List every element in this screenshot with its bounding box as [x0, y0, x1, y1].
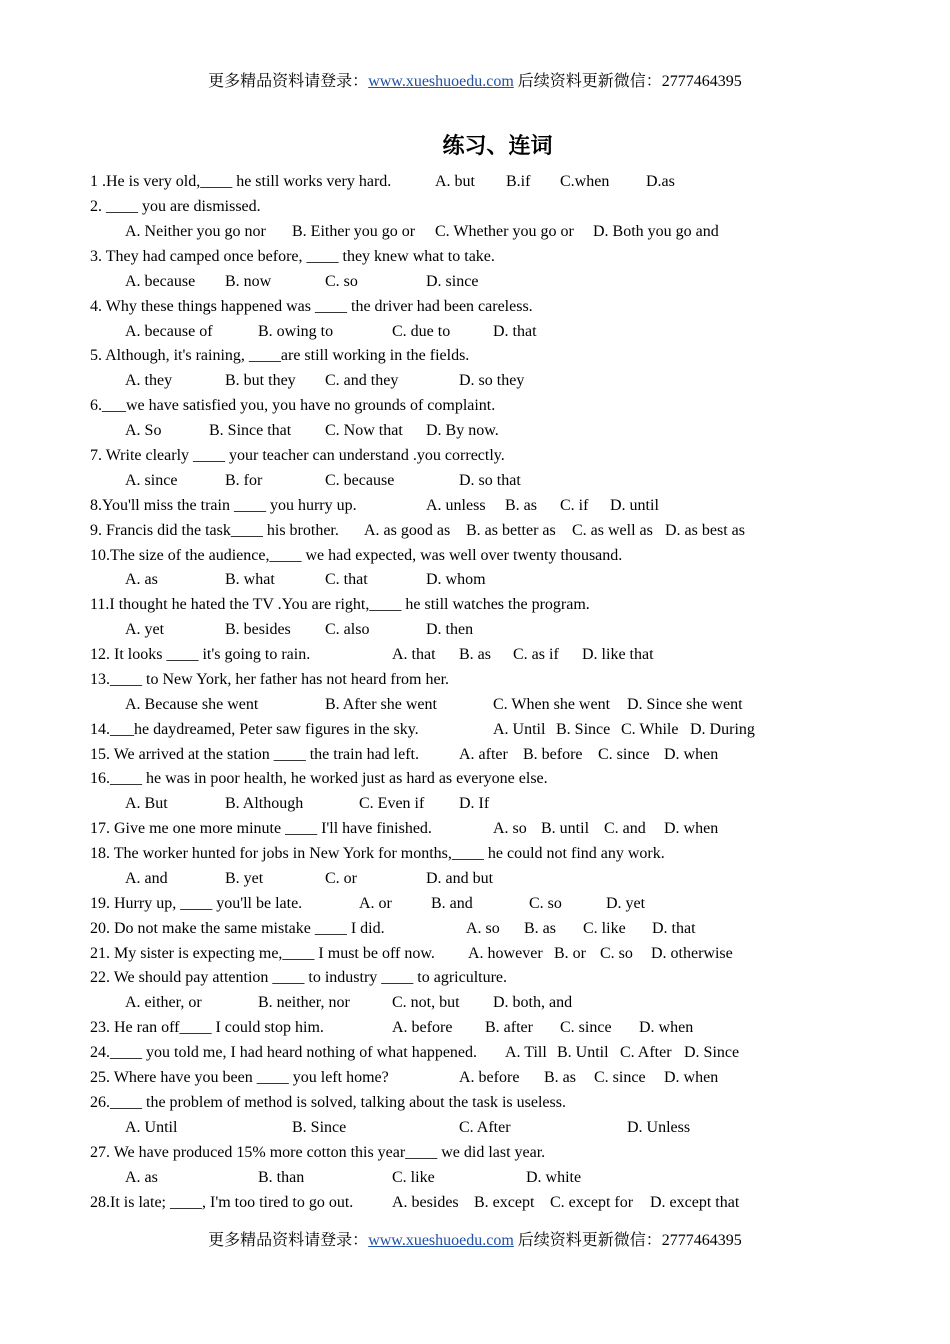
question-13-option-a[interactable]: A. Because she went [125, 696, 259, 713]
question-12-stem: 12. It looks ____ it's going to rain. [90, 646, 311, 663]
question-6-option-b[interactable]: B. Since that [209, 422, 292, 439]
question-18-option-a[interactable]: A. and [125, 870, 168, 887]
question-16-option-d[interactable]: D. If [459, 795, 490, 812]
question-2-option-b[interactable]: B. Either you go or [292, 223, 416, 240]
question-14-option-b[interactable]: B. Since [556, 721, 611, 738]
header-suffix: 后续资料更新微信：2777464395 [513, 73, 742, 90]
question-18-option-c[interactable]: C. or [325, 870, 357, 887]
question-22-stem: 22. We should pay attention ____ to industry ____ to agriculture. [90, 969, 508, 986]
question-6-option-c[interactable]: C. Now that [325, 422, 403, 439]
question-17-option-d[interactable]: D. when [664, 820, 719, 837]
question-11-option-c[interactable]: C. also [325, 621, 370, 638]
page-title: 练习、连词 [442, 134, 553, 159]
question-20-option-d[interactable]: D. that [652, 920, 696, 937]
question-26-option-d[interactable]: D. Unless [627, 1119, 691, 1136]
question-14-option-d[interactable]: D. During [690, 721, 755, 738]
question-25-option-b[interactable]: B. as [544, 1069, 576, 1086]
question-27-option-a[interactable]: A. as [125, 1169, 158, 1186]
question-4-option-d[interactable]: D. that [493, 323, 537, 340]
question-8-option-d[interactable]: D. until [610, 497, 659, 514]
question-26-option-c[interactable]: C. After [459, 1119, 511, 1136]
question-28-option-c[interactable]: C. except for [550, 1194, 634, 1211]
question-5-stem: 5. Although, it's raining, ____are still working in the fields. [90, 347, 470, 364]
question-12-option-d[interactable]: D. like that [582, 646, 654, 663]
question-22-option-a[interactable]: A. either, or [125, 994, 202, 1011]
question-6-stem: 6.___we have satisfied you, you have no grounds of complaint. [90, 397, 496, 414]
question-7-option-c[interactable]: C. because [325, 472, 395, 489]
page-header [0, 68, 950, 91]
question-27-option-b[interactable]: B. than [258, 1169, 305, 1186]
question-14-option-a[interactable]: A. Until [493, 721, 546, 738]
question-14-option-c[interactable]: C. While [621, 721, 679, 738]
question-28-option-b[interactable]: B. except [474, 1194, 535, 1211]
question-25-stem: 25. Where have you been ____ you left home? [90, 1069, 389, 1086]
question-7-stem: 7. Write clearly ____ your teacher can understand .you correctly. [90, 447, 505, 464]
question-27-stem: 27. We have produced 15% more cotton this year____ we did last year. [90, 1144, 546, 1161]
question-25-option-c[interactable]: C. since [594, 1069, 646, 1086]
question-15-option-b[interactable]: B. before [523, 746, 583, 763]
question-15-option-c[interactable]: C. since [598, 746, 650, 763]
question-2-option-a[interactable]: A. Neither you go nor [125, 223, 266, 240]
question-11-option-a[interactable]: A. yet [125, 621, 165, 638]
question-19-option-c[interactable]: C. so [529, 895, 562, 912]
footer-link[interactable]: www.xueshuoedu.com [368, 1232, 514, 1249]
header-prefix: 更多精品资料请登录： [208, 73, 369, 90]
question-23-option-d[interactable]: D. when [639, 1019, 694, 1036]
question-8-stem: 8.You'll miss the train ____ you hurry up. [90, 497, 357, 514]
question-22-option-c[interactable]: C. not, but [392, 994, 460, 1011]
footer-suffix: 后续资料更新微信：2777464395 [513, 1232, 742, 1249]
question-24-option-b[interactable]: B. Until [557, 1044, 609, 1061]
question-5-option-c[interactable]: C. and they [325, 372, 399, 389]
question-2-stem: 2. ____ you are dismissed. [90, 198, 261, 215]
question-17-option-c[interactable]: C. and [604, 820, 646, 837]
question-4-option-b[interactable]: B. owing to [258, 323, 334, 340]
question-22-option-b[interactable]: B. neither, nor [258, 994, 350, 1011]
question-5-option-d[interactable]: D. so they [459, 372, 525, 389]
question-1-option-d[interactable]: D.as [646, 173, 675, 190]
question-3-option-b[interactable]: B. now [225, 273, 272, 290]
question-15-stem: 15. We arrived at the station ____ the train had left. [90, 746, 419, 763]
question-10-option-a[interactable]: A. as [125, 571, 158, 588]
question-20-option-a[interactable]: A. so [466, 920, 500, 937]
question-10-option-c[interactable]: C. that [325, 571, 368, 588]
question-9-option-a[interactable]: A. as good as [364, 522, 451, 539]
question-25-option-d[interactable]: D. when [664, 1069, 719, 1086]
question-7-option-d[interactable]: D. so that [459, 472, 521, 489]
question-9-option-b[interactable]: B. as better as [466, 522, 556, 539]
question-18-option-d[interactable]: D. and but [426, 870, 494, 887]
question-9-option-c[interactable]: C. as well as [572, 522, 653, 539]
question-16-option-b[interactable]: B. Although [225, 795, 304, 812]
question-17-option-a[interactable]: A. so [493, 820, 527, 837]
question-5-option-a[interactable]: A. they [125, 372, 173, 389]
question-6-option-d[interactable]: D. By now. [426, 422, 499, 439]
footer-prefix: 更多精品资料请登录： [208, 1232, 369, 1249]
question-4-option-a[interactable]: A. because of [125, 323, 213, 340]
question-3-option-d[interactable]: D. since [426, 273, 479, 290]
question-20-option-c[interactable]: C. like [583, 920, 626, 937]
question-13-stem: 13.____ to New York, her father has not heard from her. [90, 671, 450, 688]
question-12-option-b[interactable]: B. as [459, 646, 491, 663]
question-21-option-c[interactable]: C. so [600, 945, 633, 962]
question-13-option-c[interactable]: C. When she went [493, 696, 611, 713]
question-2-option-d[interactable]: D. Both you go and [593, 223, 719, 240]
question-4-option-c[interactable]: C. due to [392, 323, 451, 340]
question-5-option-b[interactable]: B. but they [225, 372, 296, 389]
question-27-option-c[interactable]: C. like [392, 1169, 435, 1186]
question-24-option-d[interactable]: D. Since [684, 1044, 740, 1061]
question-16-option-c[interactable]: C. Even if [359, 795, 425, 812]
question-19-option-b[interactable]: B. and [431, 895, 473, 912]
question-20-stem: 20. Do not make the same mistake ____ I did. [90, 920, 385, 937]
question-11-stem: 11.I thought he hated the TV .You are right,____ he still watches the program. [90, 596, 590, 613]
question-13-option-b[interactable]: B. After she went [325, 696, 437, 713]
question-13-option-d[interactable]: D. Since she went [627, 696, 743, 713]
question-10-stem: 10.The size of the audience,____ we had expected, was well over twenty thousand. [90, 547, 623, 564]
question-28-option-a[interactable]: A. besides [392, 1194, 459, 1211]
question-2-option-c[interactable]: C. Whether you go or [435, 223, 574, 240]
question-17-option-b[interactable]: B. until [541, 820, 590, 837]
question-23-stem: 23. He ran off____ I could stop him. [90, 1019, 324, 1036]
question-1-option-c[interactable]: C.when [560, 173, 610, 190]
question-11-option-d[interactable]: D. then [426, 621, 474, 638]
question-26-option-b[interactable]: B. Since [292, 1119, 347, 1136]
question-8-option-c[interactable]: C. if [560, 497, 589, 514]
question-24-option-a[interactable]: A. Till [505, 1044, 547, 1061]
question-18-stem: 18. The worker hunted for jobs in New York for months,____ he could not find any work. [90, 845, 665, 862]
question-11-option-b[interactable]: B. besides [225, 621, 291, 638]
question-24-stem: 24.____ you told me, I had heard nothing of what happened. [90, 1044, 478, 1061]
question-28-stem: 28.It is late; ____, I'm too tired to go out. [90, 1194, 354, 1211]
page-footer [0, 1227, 950, 1250]
question-17-stem: 17. Give me one more minute ____ I'll have finished. [90, 820, 432, 837]
question-22-option-d[interactable]: D. both, and [493, 994, 573, 1011]
question-7-option-a[interactable]: A. since [125, 472, 178, 489]
question-24-option-c[interactable]: C. After [620, 1044, 672, 1061]
question-10-option-d[interactable]: D. whom [426, 571, 486, 588]
question-6-option-a[interactable]: A. So [125, 422, 162, 439]
question-7-option-b[interactable]: B. for [225, 472, 263, 489]
question-20-option-b[interactable]: B. as [524, 920, 556, 937]
question-21-stem: 21. My sister is expecting me,____ I must be off now. [90, 945, 435, 962]
question-9-option-d[interactable]: D. as best as [665, 522, 745, 539]
question-1-stem: 1 .He is very old,____ he still works very hard. [90, 173, 392, 190]
question-21-option-d[interactable]: D. otherwise [651, 945, 733, 962]
question-26-option-a[interactable]: A. Until [125, 1119, 178, 1136]
question-10-option-b[interactable]: B. what [225, 571, 275, 588]
question-25-option-a[interactable]: A. before [459, 1069, 520, 1086]
question-23-option-b[interactable]: B. after [485, 1019, 533, 1036]
question-16-option-a[interactable]: A. But [125, 795, 168, 812]
question-15-option-a[interactable]: A. after [459, 746, 508, 763]
question-1-option-b[interactable]: B.if [506, 173, 531, 190]
question-19-stem: 19. Hurry up, ____ you'll be late. [90, 895, 303, 912]
question-3-option-c[interactable]: C. so [325, 273, 358, 290]
question-3-option-a[interactable]: A. because [125, 273, 196, 290]
question-8-option-b[interactable]: B. as [505, 497, 537, 514]
question-14-stem: 14.___he daydreamed, Peter saw figures in the sky. [90, 721, 419, 738]
question-21-option-b[interactable]: B. or [554, 945, 586, 962]
question-9-stem: 9. Francis did the task____ his brother. [90, 522, 339, 539]
header-link[interactable]: www.xueshuoedu.com [368, 73, 514, 90]
question-19-option-a[interactable]: A. or [359, 895, 392, 912]
question-21-option-a[interactable]: A. however [468, 945, 543, 962]
question-12-option-a[interactable]: A. that [392, 646, 436, 663]
question-3-stem: 3. They had camped once before, ____ they knew what to take. [90, 248, 495, 265]
question-1-option-a[interactable]: A. but [435, 173, 475, 190]
question-28-option-d[interactable]: D. except that [650, 1194, 740, 1211]
question-15-option-d[interactable]: D. when [664, 746, 719, 763]
question-4-stem: 4. Why these things happened was ____ the driver had been careless. [90, 298, 533, 315]
question-8-option-a[interactable]: A. unless [426, 497, 486, 514]
question-23-option-c[interactable]: C. since [560, 1019, 612, 1036]
question-12-option-c[interactable]: C. as if [513, 646, 559, 663]
question-19-option-d[interactable]: D. yet [606, 895, 646, 912]
question-27-option-d[interactable]: D. white [526, 1169, 582, 1186]
question-26-stem: 26.____ the problem of method is solved, talking about the task is useless. [90, 1094, 566, 1111]
question-18-option-b[interactable]: B. yet [225, 870, 264, 887]
question-23-option-a[interactable]: A. before [392, 1019, 453, 1036]
question-16-stem: 16.____ he was in poor health, he worked just as hard as everyone else. [90, 770, 548, 787]
